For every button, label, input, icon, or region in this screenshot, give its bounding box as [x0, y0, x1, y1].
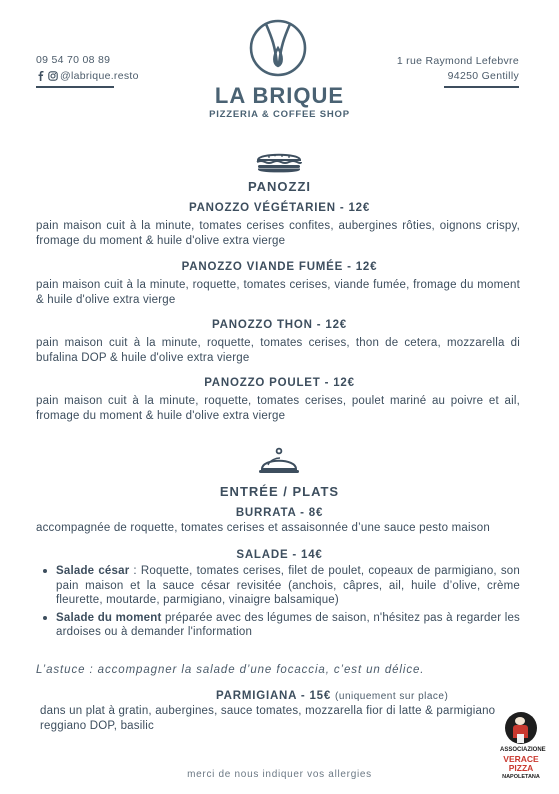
- item-title-parmigiana: [216, 690, 448, 702]
- social-row: [36, 70, 139, 82]
- address-line-2: 94250 Gentilly: [447, 70, 519, 82]
- brand-subtitle: PIZZERIA & COFFEE SHOP: [209, 109, 350, 120]
- contact-left: [36, 54, 139, 82]
- salade-list: [40, 564, 520, 643]
- badge-line-2: VERACE: [503, 754, 539, 764]
- bullet-name: Salade césar: [56, 565, 130, 577]
- item-title-panozzo-poulet: PANOZZO POULET - 12€: [204, 377, 355, 389]
- section-title-entree-plats: ENTRÉE / PLATS: [219, 484, 340, 499]
- list-item: [40, 611, 520, 640]
- sandwich-icon: [255, 150, 303, 174]
- item-desc-panozzo-viande-fumee: pain maison cuit à la minute, roquette, tomates cerises, viande fumée, fromage du moment & huile d'olive extra vierge: [36, 279, 520, 306]
- tip-text: L’astuce : accompagner la salade d’une focaccia, c’est un délice.: [36, 664, 425, 676]
- badge-line-1: ASSOCIAZIONE: [500, 747, 546, 753]
- item-title-salade: SALADE - 14€: [236, 549, 323, 561]
- section-title-panozzi: PANOZZI: [247, 179, 312, 194]
- badge-line-3: PIZZA: [508, 763, 534, 773]
- item-title-panozzo-viande-fumee: PANOZZO VIANDE FUMÉE - 12€: [181, 261, 378, 273]
- brand-name: LA BRIQUE: [214, 83, 345, 108]
- badge-line-4: NAPOLETANA: [502, 774, 540, 780]
- instagram-icon: [48, 71, 58, 81]
- item-title-panozzo-thon: PANOZZO THON - 12€: [212, 319, 347, 331]
- item-desc-panozzo-vegetarien: pain maison cuit à la minute, tomates cerises confites, aubergines rôties, oignons crispy, fromage du moment & huile d'olive extra vierge: [36, 220, 520, 247]
- pizzaiolo-icon: [505, 712, 537, 744]
- item-desc-parmigiana: dans un plat à gratin, aubergines, sauce tomates, mozzarella fior di latte & parmigiano reggiano DOP, basilic: [40, 705, 496, 732]
- facebook-icon: [36, 71, 46, 81]
- item-title-burrata: BURRATA - 8€: [235, 507, 324, 519]
- item-desc-panozzo-thon: pain maison cuit à la minute, roquette, tomates cerises, thon de cetera, mozzarella di bufalina DOP & huile d'olive extra vierge: [36, 337, 520, 364]
- bullet-text: : Roquette, tomates cerises, filet de poulet, copeaux de parmigiano, son pain maison et la sauce césar revisitée (anchois, câpres, ail, huile d’olive, crème fleurette, moutarde, parmigiano, vinaigre balsamique): [56, 565, 520, 606]
- list-item: [40, 564, 520, 608]
- item-title-panozzo-vegetarien: PANOZZO VÉGÉTARIEN - 12€: [188, 202, 371, 214]
- phone-number: 09 54 70 08 89: [36, 54, 111, 66]
- bullet-text: préparée avec des légumes de saison, n'hésitez pas à regarder les ardoises ou à demander l'information: [56, 611, 520, 638]
- item-desc-burrata: accompagnée de roquette, tomates cerises et assaisonnée d’une sauce pesto maison: [36, 522, 490, 534]
- brand-logo-icon: [248, 18, 308, 78]
- address-line-1: 1 rue Raymond Lefebvre: [396, 55, 519, 67]
- brand: [0, 84, 559, 120]
- footer-allergies: merci de nous indiquer vos allergies: [187, 769, 372, 780]
- parmigiana-title: PARMIGIANA - 15€: [216, 690, 332, 702]
- social-handle: @labrique.resto: [60, 70, 139, 82]
- parmigiana-note: (uniquement sur place): [335, 691, 449, 702]
- item-desc-panozzo-poulet: pain maison cuit à la minute, roquette, tomates cerises, poulet mariné au poivre et ail, fromage du moment & huile d'olive extra vierge: [36, 395, 520, 422]
- bullet-name: Salade du moment: [56, 611, 162, 624]
- address: [397, 54, 519, 84]
- cloche-icon: [258, 447, 300, 477]
